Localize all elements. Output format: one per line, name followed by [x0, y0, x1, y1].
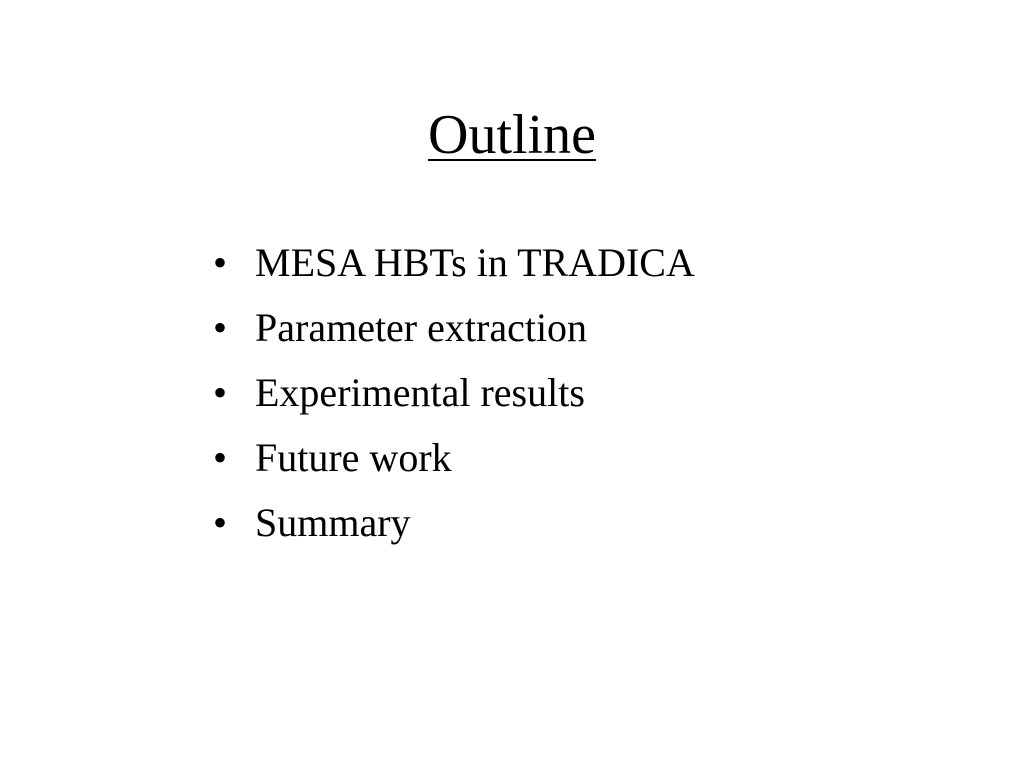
list-item-text: MESA HBTs in TRADICA — [255, 240, 695, 285]
bullet-list — [213, 230, 695, 555]
list-item — [213, 230, 695, 295]
list-item — [213, 295, 695, 360]
list-item-text: Parameter extraction — [255, 305, 588, 350]
bullet-icon: • — [213, 435, 228, 480]
slide-title: Outline — [428, 104, 596, 166]
bullet-icon: • — [213, 240, 228, 285]
list-item — [213, 490, 695, 555]
list-item-text: Future work — [255, 435, 452, 480]
list-item — [213, 425, 695, 490]
list-item-text: Summary — [255, 500, 411, 545]
list-item-text: Experimental results — [255, 370, 585, 415]
bullet-icon: • — [213, 305, 228, 350]
bullet-icon: • — [213, 500, 228, 545]
list-item — [213, 360, 695, 425]
bullet-icon: • — [213, 370, 228, 415]
